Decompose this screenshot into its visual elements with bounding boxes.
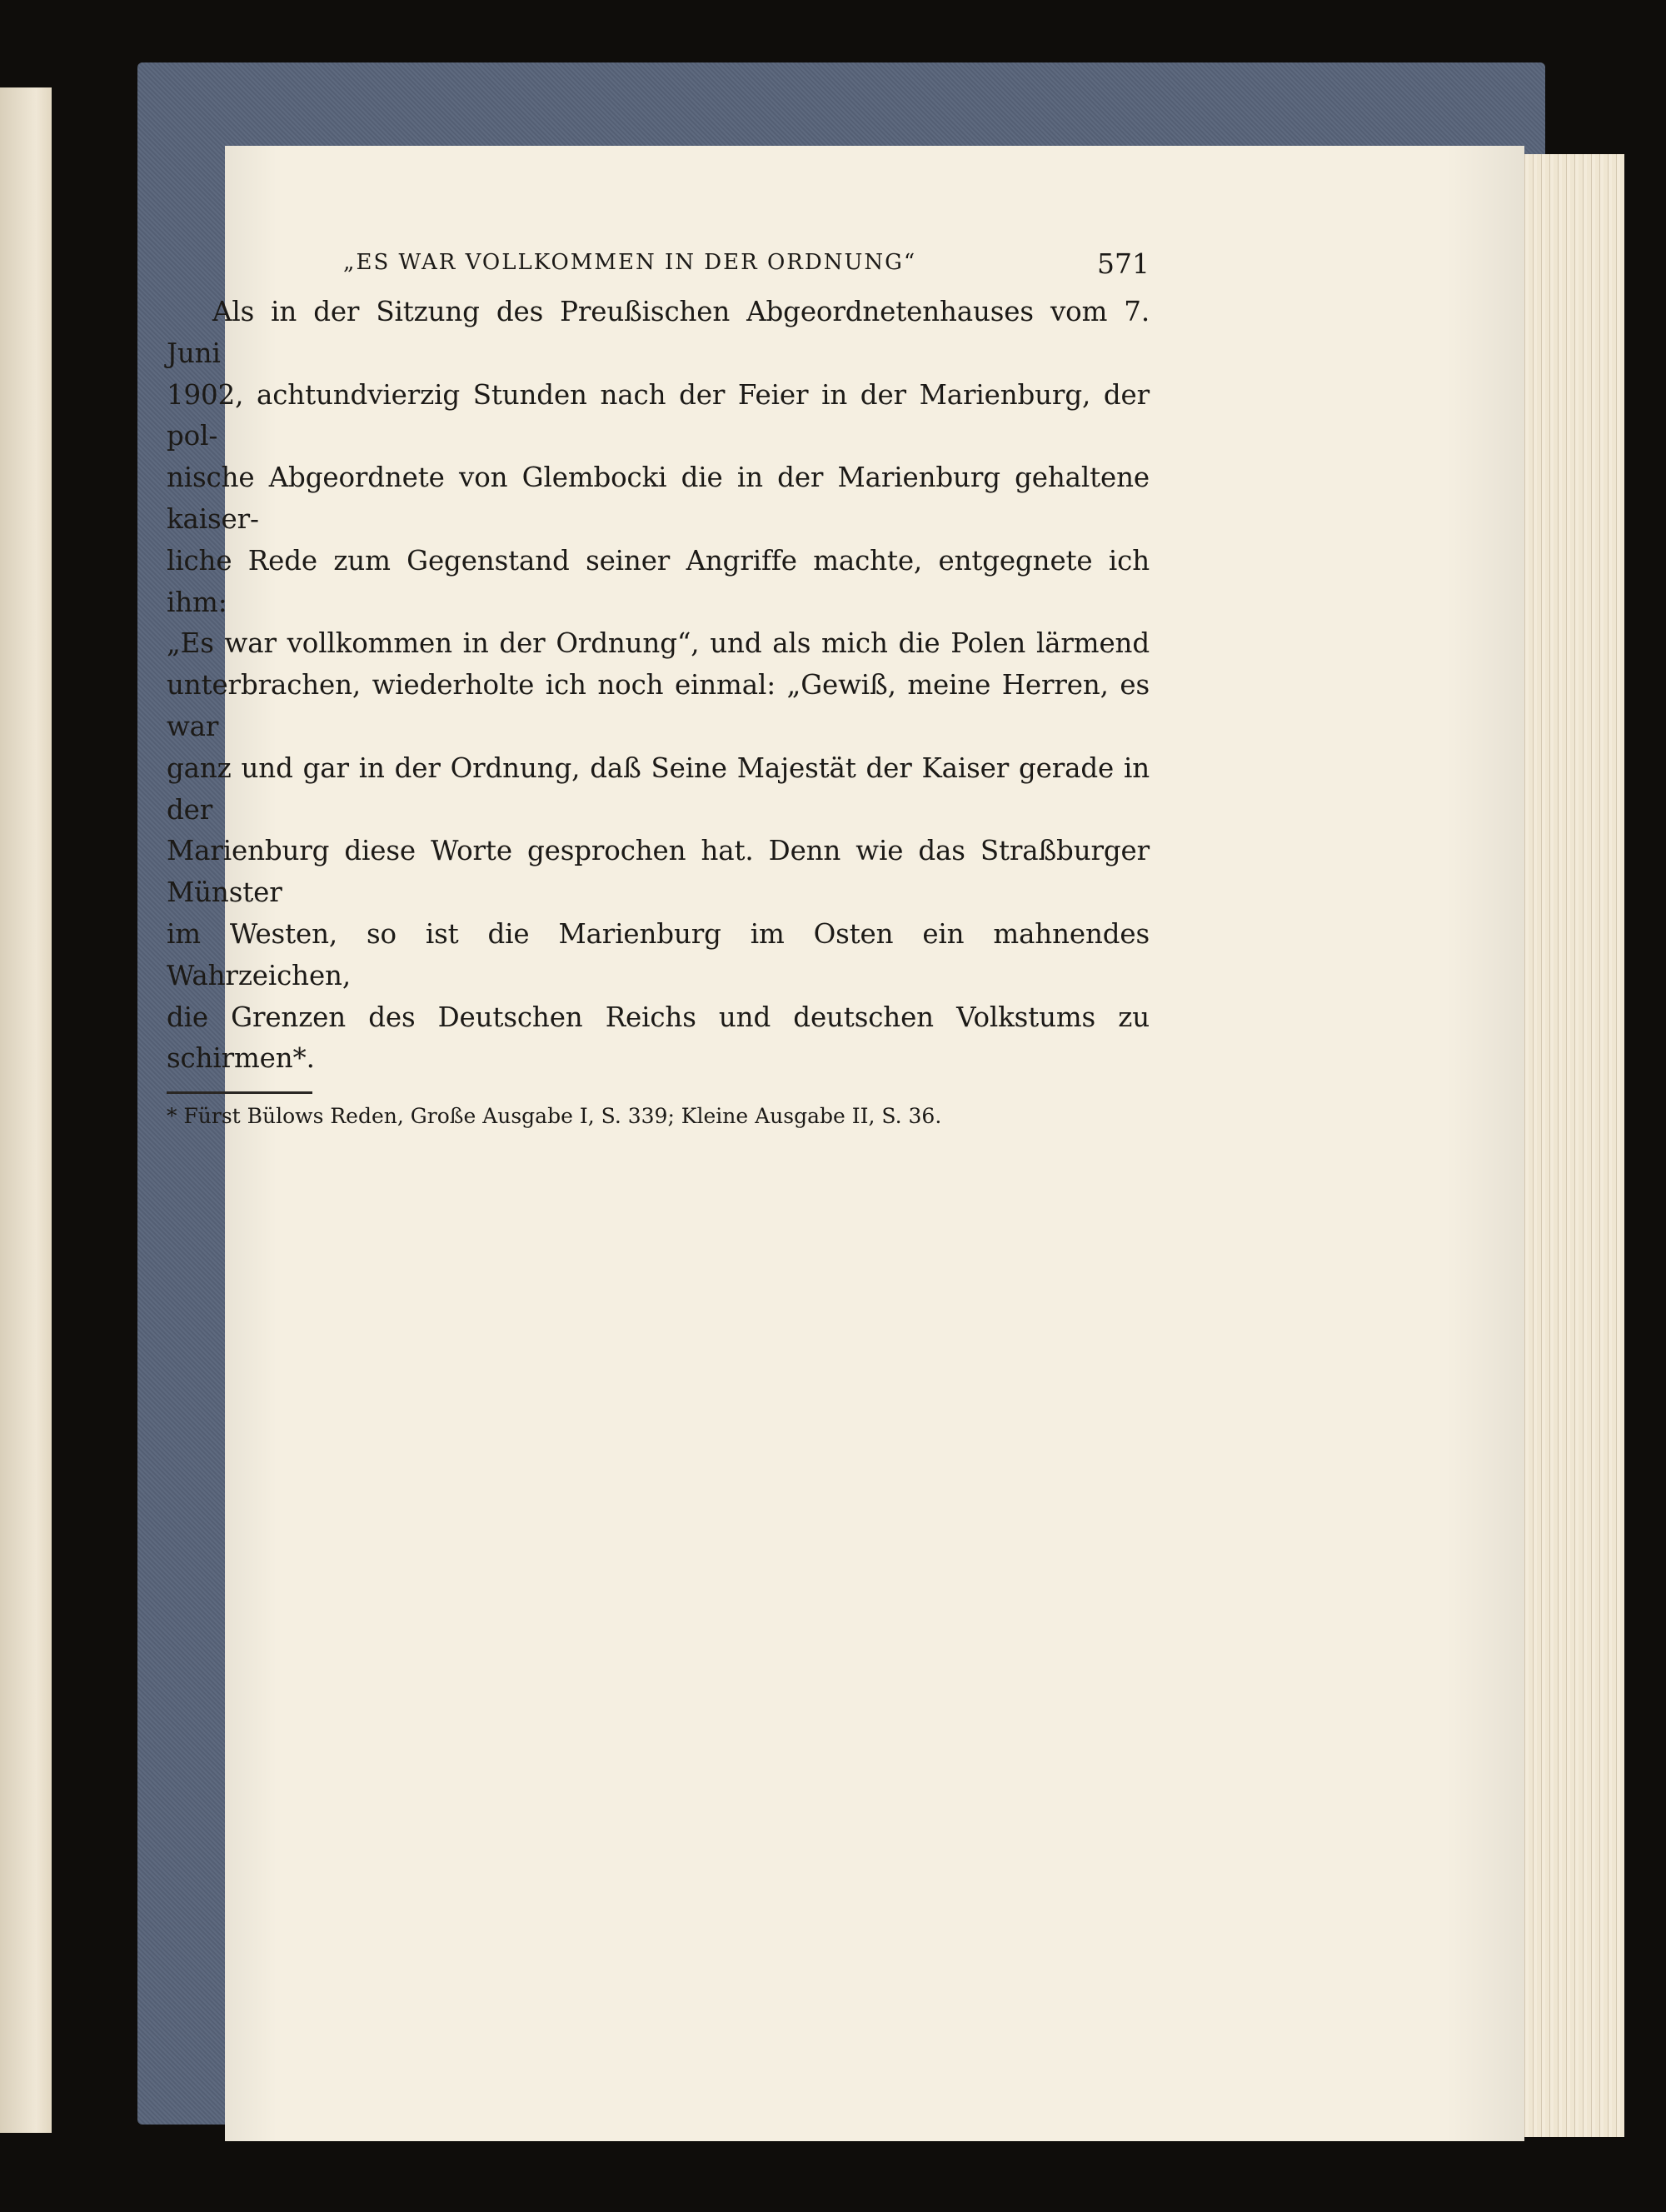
running-head <box>167 247 1150 292</box>
body-line: nische Abgeordnete von Glembocki die in der Marienburg gehaltene kaiser- <box>167 462 1150 535</box>
body-line: Marienburg diese Worte gesprochen hat. Denn wie das Straßburger Münster <box>167 835 1150 909</box>
text-block <box>167 247 1150 1131</box>
footnote: * Fürst Bülows Reden, Große Ausgabe I, S. 339; Kleine Ausgabe II, S. 36. <box>167 1104 942 1129</box>
body-line: die Grenzen des Deutschen Reichs und deutschen Volkstums zu schirmen*. <box>167 1001 1150 1075</box>
body-line: liche Rede zum Gegenstand seiner Angriffe machte, entgegnete ich ihm: <box>167 544 1150 618</box>
body-paragraph <box>167 292 1150 1080</box>
body-line: unterbrachen, wiederholte ich noch einmal: „Gewiß, meine Herren, es war <box>167 669 1150 742</box>
body-line: 1902, achtundvierzig Stunden nach der Feier in der Marienburg, der pol- <box>167 378 1150 452</box>
footnote-rule <box>167 1091 312 1094</box>
page-number: 571 <box>1097 247 1150 280</box>
body-line: Als in der Sitzung des Preußischen Abgeordnetenhauses vom 7. Juni <box>167 296 1150 369</box>
body-line: im Westen, so ist die Marienburg im Osten ein mahnendes Wahrzeichen, <box>167 917 1150 991</box>
body-line: ganz und gar in der Ordnung, daß Seine Majestät der Kaiser gerade in der <box>167 751 1150 826</box>
body-line: „Es war vollkommen in der Ordnung“, und als mich die Polen lärmend <box>167 627 1150 660</box>
running-title: „ES WAR VOLLKOMMEN IN DER ORDNUNG“ <box>343 250 917 275</box>
